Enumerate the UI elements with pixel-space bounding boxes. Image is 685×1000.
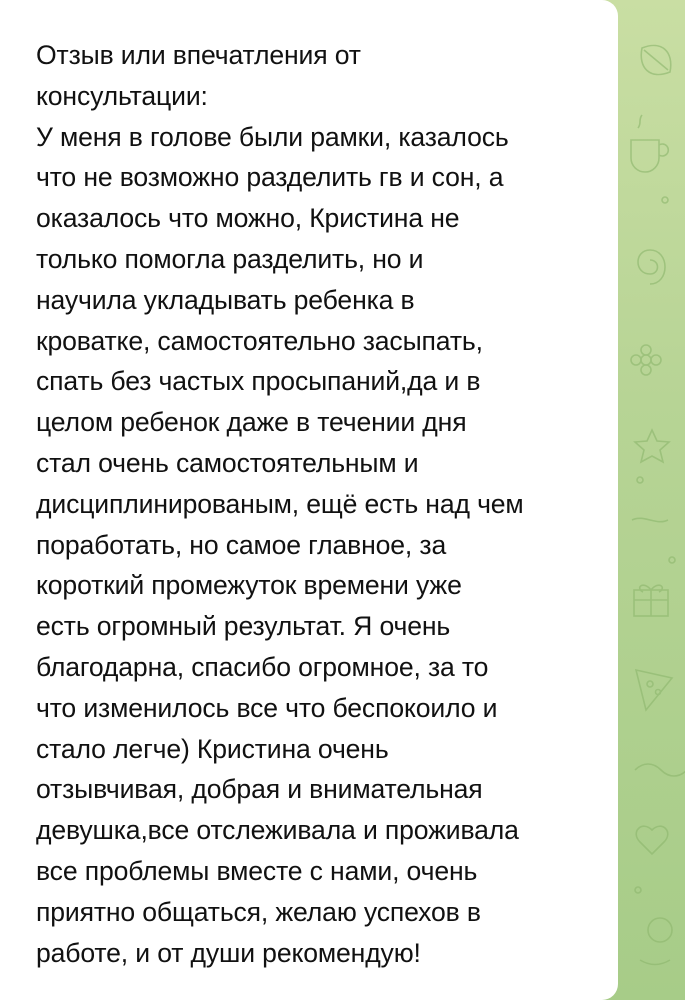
message-line: дисциплинированым, ещё есть над чем (36, 488, 524, 519)
message-line: приятно общаться, желаю успехов в (36, 896, 481, 927)
message-line: Отзыв или впечатления от (36, 40, 361, 70)
message-line: есть огромный результат. Я очень (36, 611, 451, 642)
star-icon (635, 430, 669, 462)
message-line: что не возможно разделить гв и сон, а (36, 162, 504, 193)
message-text (36, 35, 598, 973)
coffee-cup-icon (631, 115, 668, 172)
heart-icon (636, 826, 668, 854)
message-line: что изменилось все что беспокоило и (36, 692, 498, 723)
message-line: У меня в голове были рамки, казалось (36, 121, 509, 152)
message-line: целом ребенок даже в течении дня (36, 407, 467, 438)
message-line: поработать, но самое главное, за (36, 529, 447, 560)
message-line: девушка,все отслеживала и проживала (36, 815, 519, 846)
message-line: стал очень самостоятельным и (36, 447, 419, 478)
leaf-icon (641, 45, 671, 74)
message-line: кроватке, самостоятельно засыпать, (36, 325, 483, 356)
message-line: оказалось что можно, Кристина не (36, 203, 460, 234)
spiral-icon (638, 250, 665, 284)
message-line: только помогла разделить, но и (36, 243, 424, 274)
gift-icon (634, 585, 668, 616)
message-line: научила укладывать ребенка в (36, 284, 415, 315)
message-line: спать без частых просыпаний,да и в (36, 366, 481, 397)
message-line: отзывчивая, добрая и внимательная (36, 774, 483, 805)
message-line: короткий промежуток времени уже (36, 570, 462, 601)
flower-icon (631, 345, 661, 375)
message-line: консультации: (36, 80, 208, 111)
message-line: стало легче) Кристина очень (36, 733, 389, 764)
pizza-icon (636, 670, 672, 710)
message-line: благодарна, спасибо огромное, за то (36, 651, 489, 682)
message-line: все проблемы вместе с нами, очень (36, 855, 478, 886)
message-line: работе, и от души рекомендую! (36, 937, 421, 968)
